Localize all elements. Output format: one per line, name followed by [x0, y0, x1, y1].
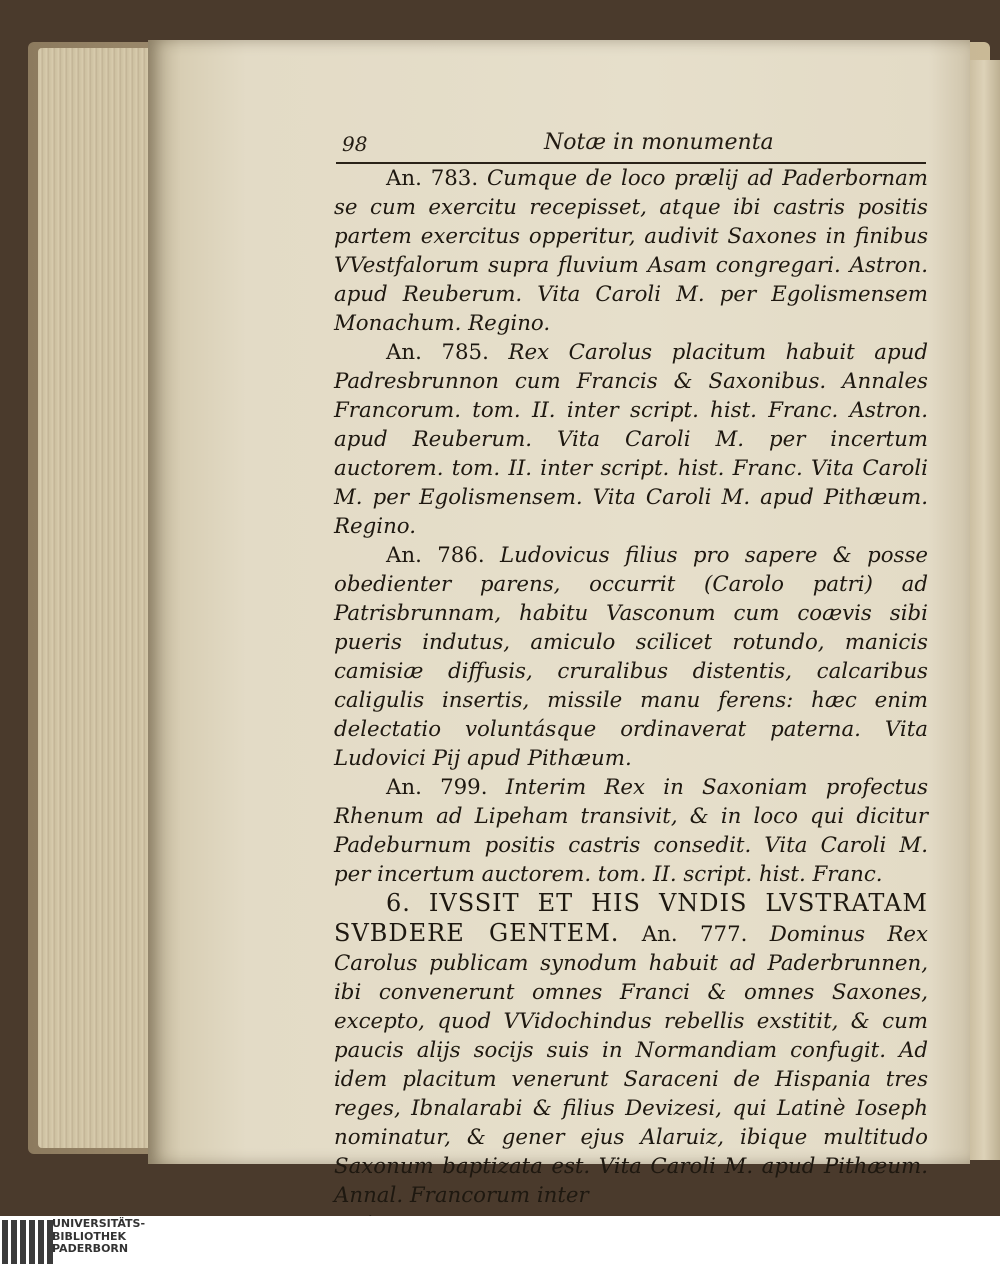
- paragraph-body: Ludovicus filius pro sapere & posse obedienter parens, occurrit (Carolo patri) ad Patrisbrunnam, habitu Vasconum cum coævis sibi pueris indutus, amiculo scilicet rotundo, manicis camisiæ diffusis, cruralibus distentis, calcaribus caligulis insertis, missile manu ferens: hæc enim delectatio voluntásque ordinaverat paterna. Vita Ludovici Pij apud Pithæum.: [334, 543, 928, 771]
- page-header: [336, 128, 926, 164]
- page-text: [334, 164, 928, 1239]
- logo-line: UNIVERSITÄTS-: [52, 1217, 146, 1230]
- paragraph-body: Cumque de loco prælij ad Paderbornam se cum exercitu recepisset, atque ibi castris positis partem exercitus opperitur, audivit Saxones in finibus VVestfalorum supra fluvium Asam congregari. Astron. apud Reuberum. Vita Caroli M. per Egolismensem Monachum. Regino.: [334, 166, 928, 336]
- library-logo-text: [52, 1218, 145, 1256]
- logo-line: PADERBORN: [52, 1242, 129, 1255]
- library-logo-icon: [2, 1220, 53, 1264]
- paragraph-year: An. 799.: [386, 775, 488, 800]
- section-heading: 6. IVSSIT ET HIS VNDIS LVSTRATAM SVBDERE GENTEM.: [334, 889, 928, 947]
- running-title: Notæ in monumenta: [544, 130, 774, 155]
- section-6: [334, 889, 928, 1210]
- paragraph-year: An. 786.: [386, 543, 485, 568]
- paragraph-year: An. 783.: [386, 166, 479, 191]
- paragraph-786: [334, 541, 928, 773]
- right-page-edge: [968, 60, 1000, 1160]
- page-edges: [38, 48, 148, 1148]
- page-number: 98: [342, 132, 368, 156]
- section-body: Dominus Rex Carolus publicam synodum habuit ad Paderbrunnen, ibi convenerunt omnes Franci & omnes Saxones, excepto, quod VVidochindus rebellis exstitit, & cum paucis alijs socijs suis in Normandiam confugit. Ad idem placitum venerunt Saraceni de Hispania tres reges, Ibnalarabi & filius Devizesi, qui Latinè Ioseph nominatur, & gener ejus Alaruiz, ibique multitudo Saxonum baptizata est. Vita Caroli M. apud Pithæum. Annal. Francorum inter: [334, 922, 928, 1208]
- logo-line: BIBLIOTHEK: [52, 1229, 127, 1243]
- paragraph-799: [334, 773, 928, 889]
- paragraph-body: Interim Rex in Saxoniam profectus Rhenum ad Lipeham transivit, & in loco qui dicitur Padeburnum positis castris consedit. Vita Caroli M. per incertum auctorem. tom. II. script. hist. Franc.: [334, 775, 928, 887]
- footer-bar: [0, 1216, 1000, 1267]
- section-year: An. 777.: [641, 922, 748, 947]
- paragraph-year: An. 785.: [386, 340, 489, 365]
- paragraph-783: [334, 164, 928, 338]
- paragraph-body: Rex Carolus placitum habuit apud Padresbrunnon cum Francis & Saxonibus. Annales Francorum. tom. II. inter script. hist. Franc. Astron. apud Reuberum. Vita Caroli M. per incertum auctorem. tom. II. inter script. hist. Franc. Vita Caroli M. per Egolismensem. Vita Caroli M. apud Pithæum. Regino.: [334, 340, 928, 539]
- paragraph-785: [334, 338, 928, 541]
